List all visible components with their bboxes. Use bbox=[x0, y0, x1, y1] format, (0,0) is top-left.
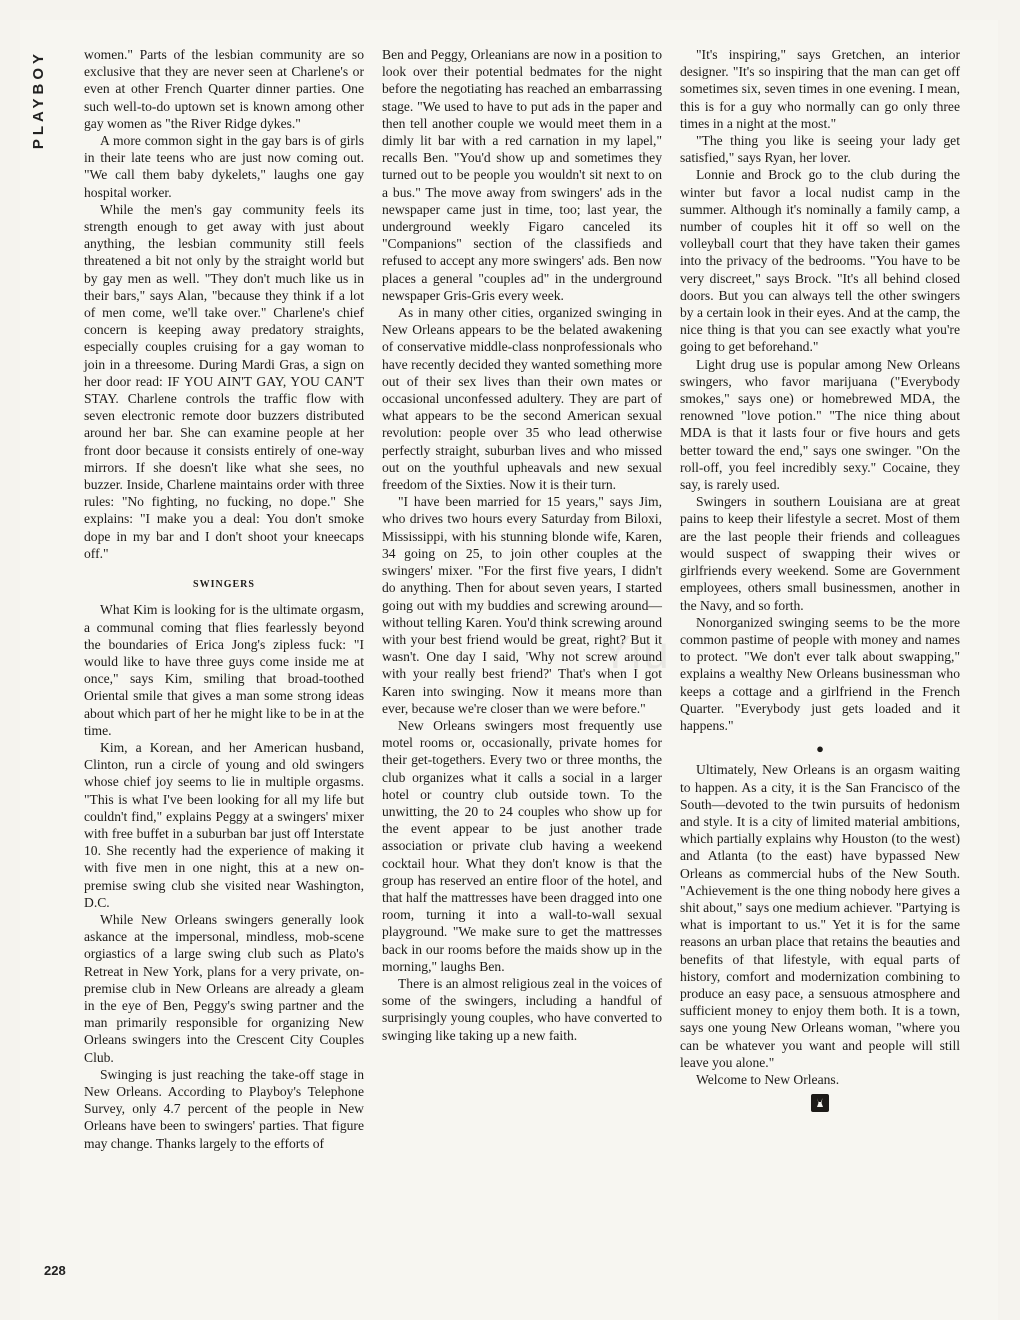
page-number: 228 bbox=[44, 1263, 66, 1278]
paragraph: Lonnie and Brock go to the club during the winter but favor a local nudist camp in the summer. Although it's nominally a family camp, a number of couples hit it off so well on the volleyball court that they have taken their games into the privacy of the bedrooms. "You have to be very discreet," says Brock. "It's all behind closed doors. But you can always tell the other swingers by a certain look in their eyes. And at the camp, the nice thing is that you can see exactly what you're going to get beforehand." bbox=[680, 167, 960, 355]
column-3 bbox=[680, 46, 960, 1112]
section-heading: SWINGERS bbox=[193, 579, 255, 591]
column-2 bbox=[382, 46, 662, 1044]
rabbit-head-end-mark-icon bbox=[811, 1094, 829, 1112]
column-1 bbox=[84, 46, 364, 1152]
paragraph: Ben and Peggy, Orleanians are now in a position to look over their potential bedmates for the night before the negotiating has reached an embarrassing stage. "We used to have to put ads in the paper and then tell another couple we would meet them in a dimly lit bar with a red carnation in my lapel," recalls Ben. "You'd show up and sometimes they turned out to be people you wouldn't sit next to on a bus." The move away from swingers' ads in the newspaper came just in time, too; last year, the underground weekly Figaro canceled its "Companions" section of the classifieds and refused to accept any more swingers' ads. Ben now places a general "couples ad" in the underground newspaper Gris-Gris every week. bbox=[382, 47, 662, 303]
paragraph: Light drug use is popular among New Orleans swingers, who favor marijuana ("Everybody smokes," says one) or homebrewed MDA, the renowned "love potion." "The nice thing about MDA is that it lasts four or five hours and gets better toward the end," says one swinger. "On the roll-off, you feel incredibly sexy." Cocaine, they say, is rarely used. bbox=[680, 356, 960, 493]
paragraph: While the men's gay community feels its strength enough to get away with just about anything, the lesbian community still feels threatened a bit not only by the straight world but by gay men as well. "They don't much like us in their bars," says Alan, "because they think if a lot of men come, we'll take over." Charlene's chief concern is keeping away predatory straights, especially couples cruising for a gay woman to join in a threesome. During Mardi Gras, a sign on her door read: IF YOU AIN'T GAY, YOU CAN'T STAY. Charlene controls the traffic flow with seven electronic remote door buzzers distributed around her bar. She can examine people at her front door because it consists entirely of one-way mirrors. If she doesn't like what she sees, no buzzer. Inside, Charlene maintains order with three rules: "No fighting, no fucking, no dope." She explains: "I make you a deal: You don't smoke dope in my bar and I don't shoot your kneecaps off." bbox=[84, 201, 364, 561]
section-separator: ● bbox=[816, 741, 824, 757]
paragraph: Swingers in southern Louisiana are at great pains to keep their lifestyle a secret. Most of them are the last people their friends and colleagues would suspect of swapping their wives or girlfriends every weekend. Some are Government employees, others small businessmen, another in the Navy, and so forth. bbox=[680, 494, 960, 613]
magazine-masthead: PLAYBOY bbox=[30, 50, 47, 150]
paragraph: "It's inspiring," says Gretchen, an interior designer. "It's so inspiring that the man can get off sometimes six, seven times in one evening. I mean, this is for a guy who normally can go only three times in a night at the most." bbox=[680, 47, 960, 131]
paragraph: As in many other cities, organized swinging in New Orleans appears to be the belated awakening of conservative middle-class nonprofessionals who have recently decided they wanted something more out of their sex lives than their own mates or occasional unconfessed adultery. They are part of what appears to be the second American sexual revolution: people over 35 who lead otherwise perfectly straight, suburban lives and who missed out on the youthful upheavals and new sexual freedom of the Sixties. Now it is their turn. bbox=[382, 305, 662, 493]
paragraph: While New Orleans swingers generally look askance at the impersonal, mindless, mob-scene orgiastics of a large swing club such as Plato's Retreat in New York, plans for a very private, on-premise club in New Orleans are already a gleam in the eye of Ben, Peggy's swing partner and the man primarily responsible for organizing New Orleans swingers into the Crescent City Couples Club. bbox=[84, 911, 364, 1065]
paragraph: Swinging is just reaching the take-off stage in New Orleans. According to Playboy's Telephone Survey, only 4.7 percent of the people in New Orleans have been to swingers' parties. That figure may change. Thanks largely to the efforts of bbox=[84, 1066, 364, 1151]
paragraph: What Kim is looking for is the ultimate orgasm, a communal coming that flies fearlessly beyond the boundaries of Erica Jong's zipless fuck: "I would like to have three guys come inside me at once," says Kim, smiling that broad-toothed Oriental smile that gives a man some strong ideas about which part of her he might like to be in at the time. bbox=[84, 602, 364, 738]
paragraph: Ultimately, New Orleans is an orgasm waiting to happen. As a city, it is the San Francisco of the South—devoted to the twin pursuits of hedonism and style. It is a city of limited material ambitions, which partially explains why Houston (to the west) and Atlanta (to the east) have bypassed New Orleans as commercial hubs of the New South. "Achievement is the one thing nobody here gives a shit about," says one medium achiever. "Partying is what is important to us." Yet it is for the same reasons an urban place that retains the beauties and benefits of that lifestyle, with equal parts of history, comfort and modernization combining to produce an easy pace, a sensuous atmosphere and sufficient money to enjoy them both. It is a town, says one young New Orleans woman, "where you can be whatever you want and people will still leave you alone." bbox=[680, 762, 960, 1070]
paragraph: "I have been married for 15 years," says Jim, who drives two hours every Saturday from Biloxi, Mississippi, with his stunning blonde wife, Karen, 34 going on 25, to join other couples at the swingers' mixer. "For the first five years, I didn't do anything. Then for about seven years, I started going out with my buddies and screwing around—without telling Karen. You'd think screwing around with your best friend would be great, right? But it wasn't. One day I said, 'Why not screw around with your really best friend?' That's when I got Karen into swinging. Now it means more than ever, because we're closer than we were before." bbox=[382, 494, 662, 716]
paragraph: "The thing you like is seeing your lady get satisfied," says Ryan, her lover. bbox=[680, 133, 960, 166]
paragraph: There is an almost religious zeal in the voices of some of the swingers, including a handful of surprisingly young couples, who have converted to swinging like taking up a new faith. bbox=[382, 975, 662, 1043]
watermark: Yiu bbox=[600, 626, 671, 678]
paragraph: Welcome to New Orleans. bbox=[696, 1071, 840, 1087]
paragraph: women." Parts of the lesbian community are so exclusive that they are never seen at Charlene's or even at other French Quarter dinner parties. One such well-to-do uptown set is known among other gay women as "the River Ridge dykes." bbox=[84, 47, 364, 131]
paragraph: Nonorganized swinging seems to be the more common pastime of people with money and names to protect. "We don't ever talk about swapping," explains a wealthy New Orleans businessman who keeps a cottage and a girlfriend in the French Quarter. "Everybody just gets loaded and it happens." bbox=[680, 614, 960, 733]
paragraph: A more common sight in the gay bars is of girls in their late teens who are just now coming out. "We call them baby dykelets," laughs one gay hospital worker. bbox=[84, 133, 364, 200]
paragraph: New Orleans swingers most frequently use motel rooms or, occasionally, private homes for their get-togethers. Every two or three months, the club organizes what it calls a social in a larger hotel or country club outside town. To the unwitting, the 20 to 24 couples who show up for the event appear to be just another trade association or private club having a weekend cocktail hour. What they don't know is that the group has reserved an entire floor of the hotel, and that half the mattresses have been dragged into one room, turning it into a wall-to-wall sexual playground. "We make sure to get the mattresses back in our rooms before the maids show up in the morning," laughs Ben. bbox=[382, 717, 662, 974]
paragraph: Kim, a Korean, and her American husband, Clinton, run a circle of young and old swingers whose chief joy seems to lie in multiple orgasms. "This is what I've been looking for all my life but couldn't find," explains Peggy at a swingers' mixer with free buffet in a suburban bar just off Interstate 10. She recently had the experience of making it with five men in one night, this at a new on-premise swing club she visited near Washington, D.C. bbox=[84, 739, 364, 910]
